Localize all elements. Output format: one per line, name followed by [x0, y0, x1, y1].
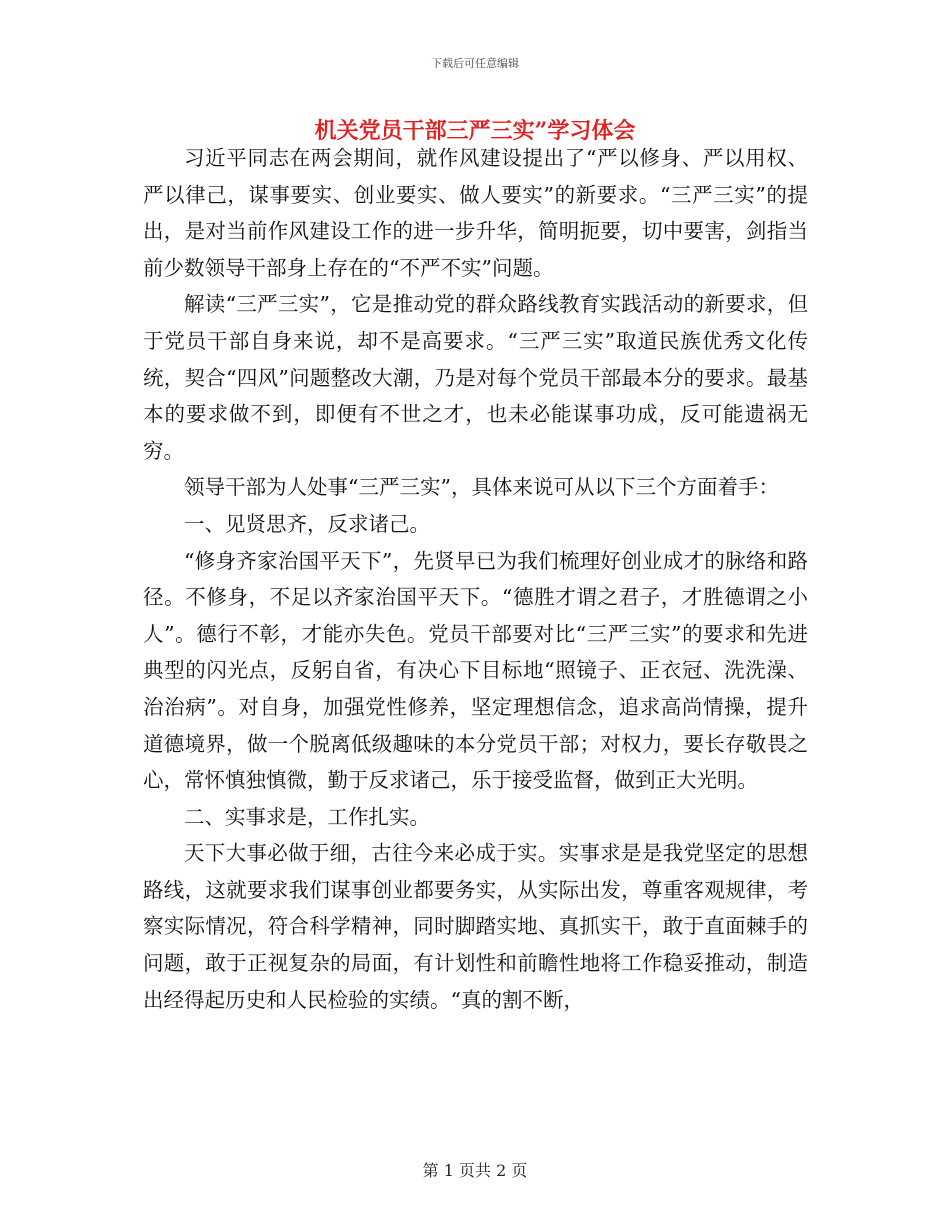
paragraph-self-cultivation: “修身齐家治国平天下”，先贤早已为我们梳理好创业成才的脉络和路径。不修身，不足以齐家治国平天下。“德胜才谓之君子，才胜德谓之小人”。德行不彰，才能亦失色。党员干部要对比“三严三实”的要求和先进典型的闪光点，反躬自省，有决心下目标地“照镜子、正衣冠、洗洗澡、治治病”。对自身，加强党性修养，坚定理想信念，追求高尚情操，提升道德境界，做一个脱离低级趣味的本分党员干部；对权力，要长存敬畏之心，常怀慎独慎微，勤于反求诸己，乐于接受监督，做到正大光明。 — [143, 548, 808, 793]
paragraph-intro: 习近平同志在两会期间，就作风建设提出了“严以修身、严以用权、严以律己，谋事要实、创业要实、做人要实”的新要求。“三严三实”的提出，是对当前作风建设工作的进一步升华，简明扼要，切中要害，剑指当前少数领导干部身上存在的“不严不实”问题。 — [143, 146, 808, 280]
document-title: 机关党员干部三严三实”学习体会 — [314, 118, 636, 144]
section-heading-2: 二、实事求是，工作扎实。 — [184, 804, 430, 829]
document-body — [143, 140, 808, 1018]
paragraph-practical-work: 天下大事必做于细，古往今来必成于实。实事求是是我党坚定的思想路线，这就要求我们谋事创业都要务实，从实际出发，尊重客观规律，考察实际情况，符合科学精神，同时脚踏实地、真抓实干，敢于直面棘手的问题，敢于正视复杂的局面，有计划性和前瞻性地将工作稳妥推动，制造出经得起历史和人民检验的实绩。“真的割不断， — [143, 841, 808, 1012]
paragraph-interpretation: 解读“三严三实”，它是推动党的群众路线教育实践活动的新要求，但于党员干部自身来说，却不是高要求。“三严三实”取道民族优秀文化传统，契合“四风”问题整改大潮，乃是对每个党员干部最本分的要求。最基本的要求做不到，即便有不世之才，也未必能谋事功成，反可能遗祸无穷。 — [143, 292, 808, 463]
section-heading-1: 一、见贤思齐，反求诸己。 — [184, 511, 430, 536]
page-number: 第 1 页共 2 页 — [422, 1161, 528, 1180]
header-note: 下载后可任意编辑 — [431, 57, 519, 70]
paragraph-three-aspects: 领导干部为人处事“三严三实”，具体来说可从以下三个方面着手： — [184, 475, 779, 500]
